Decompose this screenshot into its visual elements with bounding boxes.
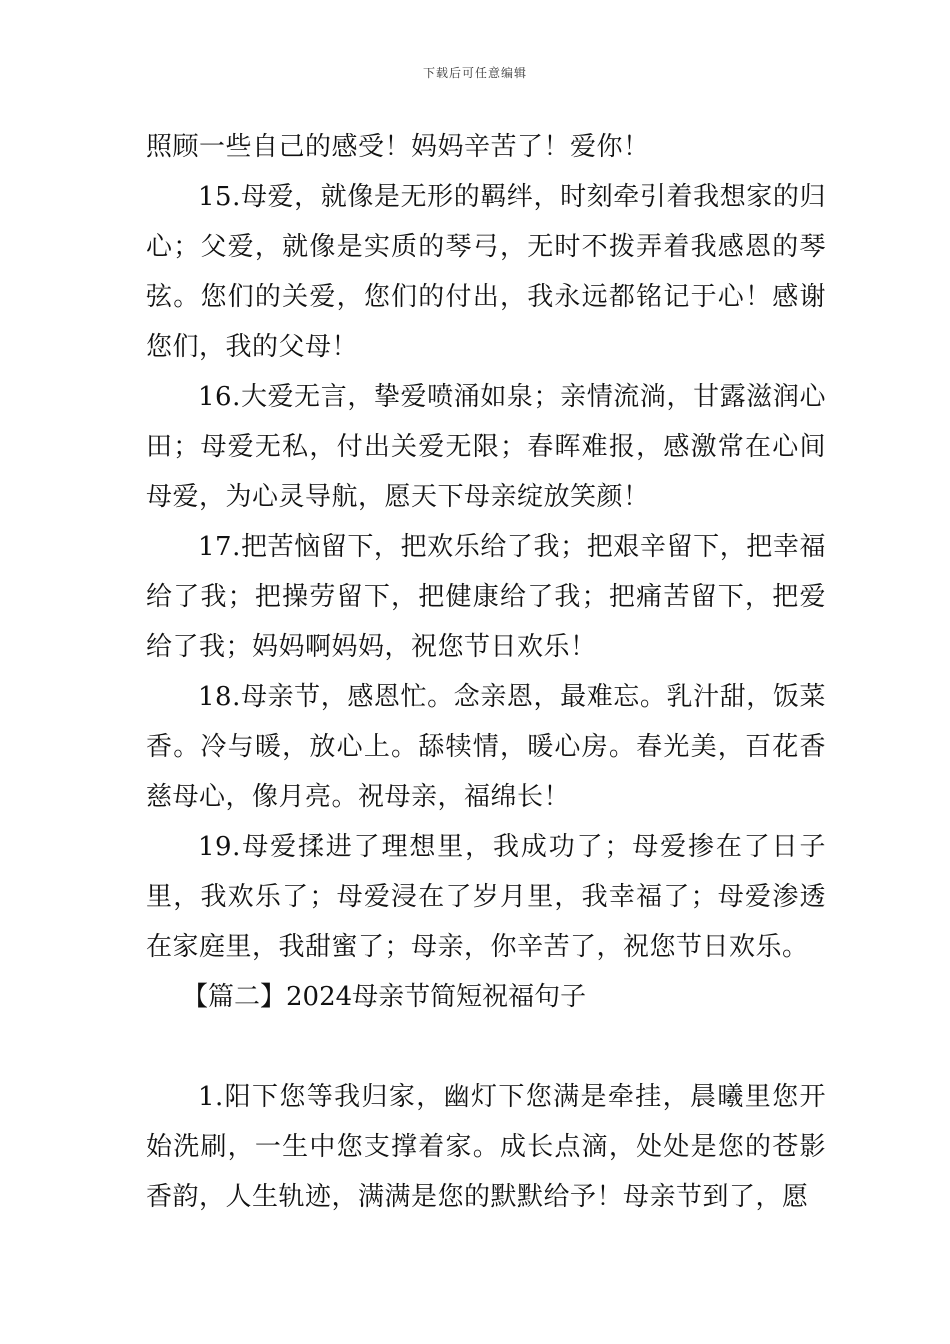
- paragraph-17: 17.把苦恼留下，把欢乐给了我；把艰辛留下，把幸福给了我；把操劳留下，把健康给了我；把痛苦留下，把爱给了我；妈妈啊妈妈，祝您节日欢乐！: [146, 532, 826, 662]
- section-title: 【篇二】2024母亲节简短祝福句子: [182, 982, 587, 1012]
- section-spacer: [146, 1022, 826, 1072]
- paragraph-15: 15.母爱，就像是无形的羁绊，时刻牵引着我想家的归心；父爱，就像是实质的琴弓，无时不拨弄着我感恩的琴弦。您们的关爱，您们的付出，我永远都铭记于心！感谢您们，我的父母！: [146, 182, 826, 362]
- paragraph-14-tail: 照顾一些自己的感受！妈妈辛苦了！爱你！: [146, 132, 650, 162]
- paragraph-19: 19.母爱揉进了理想里，我成功了；母爱掺在了日子里，我欢乐了；母爱浸在了岁月里，我幸福了；母爱渗透在家庭里，我甜蜜了；母亲，你辛苦了，祝您节日欢乐。: [146, 832, 826, 962]
- document-body: [146, 122, 826, 1222]
- section2-paragraph-1: 1.阳下您等我归家，幽灯下您满是牵挂，晨曦里您开始洗刷，一生中您支撑着家。成长点滴，处处是您的苍影香韵，人生轨迹，满满是您的默默给予！母亲节到了，愿: [146, 1082, 826, 1212]
- paragraph-18: 18.母亲节，感恩忙。念亲恩，最难忘。乳汁甜，饭菜香。冷与暖，放心上。舔犊情，暖心房。春光美，百花香慈母心，像月亮。祝母亲，福绵长！: [146, 682, 826, 812]
- page-header: 下载后可任意编辑: [422, 66, 527, 80]
- paragraph-16: 16.大爱无言，挚爱喷涌如泉；亲情流淌，甘露滋润心田；母爱无私，付出关爱无限；春晖难报，感激常在心间母爱，为心灵导航，愿天下母亲绽放笑颜！: [146, 382, 826, 512]
